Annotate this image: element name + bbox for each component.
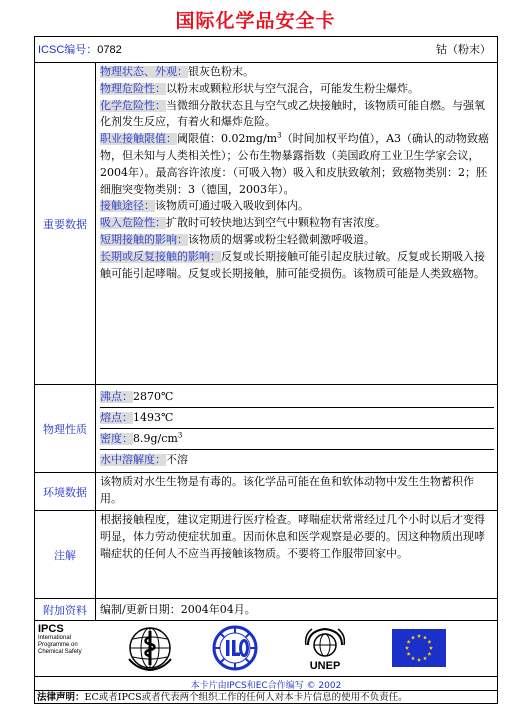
- disclaimer-text: EC或者IPCS或者代表两个组织工作的任何人对本卡片信息的使用不负责任。: [84, 692, 408, 703]
- water-solubility: 水中溶解度：不溶: [100, 453, 188, 466]
- chemical-hazard-item: 化学危险性：当微细分散状态且与空气或乙炔接触时，该物质可能自燃。与强氧化剂发生反应，有着火和爆炸危险。: [100, 98, 485, 129]
- density: 密度：$8.9g/cm^3$: [100, 429, 494, 450]
- notes-text: 根据接触程度，建议定期进行医疗检查。哮喘症状常常经过几个小时以后才变得明显，体力劳动使症状加重。因而休息和医学观察是必要的。因这种物质出现哮喘症状的任何人不应当再接触该物质。不要将工作服带回家中。: [100, 513, 485, 560]
- disclaimer-label: 法律声明：: [37, 692, 85, 703]
- exposure-limit-item: 职业接触限值：阈限值：$0.02mg/m^3$（时间加权平均值），A3（确认的动物致癌物，但未知与人类相关性）；公布生物暴露指数（美国政府工业卫生学家会议，2004年）。最高容许浓度：（可吸入物）吸入和皮肤致敏剂；致癌物类别：2；胚细胞突变物类别：3（德国，2003年）。: [100, 131, 490, 196]
- physical-hazard-item: 物理危险性：以粉末或颗粒形状与空气混合，可能发生粉尘爆炸。: [100, 81, 419, 95]
- card-title: 国际化学品安全卡: [175, 10, 336, 32]
- unep-label: UNEP: [309, 660, 341, 672]
- icsc-number: [38, 37, 122, 63]
- environmental-data-label: 环境数据: [35, 473, 96, 510]
- physical-state-item: 物理状态、外观：银灰色粉末。: [100, 65, 254, 78]
- important-data-label: 重要数据: [35, 63, 96, 384]
- additional-data-section: [35, 599, 497, 621]
- exposure-route-item: 接触途径：该物质可通过吸入吸收到体内。: [100, 199, 309, 213]
- substance-name: 钴（粉末）: [436, 43, 491, 56]
- melting-point: 熔点：1493℃: [100, 408, 494, 429]
- eu-flag-icon: [392, 629, 446, 667]
- icsc-label: ICSC编号：: [38, 44, 98, 56]
- important-data-content: [97, 63, 497, 283]
- notes-section: [35, 511, 497, 599]
- ipcs-logo-text: IPCS International Programme on Chemical Safety: [38, 623, 82, 655]
- logos-row: [35, 621, 497, 677]
- additional-data-text: 编制/更新日期：2004年04月。: [100, 603, 256, 616]
- physical-properties-section: [35, 385, 497, 473]
- who-logo-icon: [127, 625, 173, 671]
- legal-disclaimer: [35, 690, 497, 704]
- physical-properties-label: 物理性质: [35, 385, 96, 472]
- additional-data-label: 附加资料: [35, 599, 96, 620]
- environmental-data-section: [35, 473, 497, 511]
- boiling-point: 沸点：2870℃: [100, 387, 494, 408]
- short-term-effects-item: 短期接触的影响：该物质的烟雾或粉尘轻微刺激呼吸道。: [100, 232, 375, 246]
- icsc-row: [35, 37, 497, 63]
- physical-properties-content: [97, 385, 497, 471]
- unep-logo-icon: [302, 625, 348, 673]
- safety-card: [34, 36, 498, 704]
- environmental-data-text: 该物质对水生生物是有毒的。该化学品可能在鱼和软体动物中发生生物蓄积作用。: [100, 475, 474, 505]
- icsc-value: 0782: [97, 44, 122, 56]
- notes-label: 注解: [35, 511, 96, 598]
- footer-note: 本卡片由IPCS和EC合作编写 © 2002: [190, 681, 342, 691]
- long-term-effects-item: 长期或反复接触的影响：反复或长期接触可能引起皮肤过敏。反复或长期吸入接触可能引起哮喘。反复或长期接触，肺可能受损伤。该物质可能是人类致癌物。: [100, 249, 485, 280]
- inhalation-risk-item: 吸入危险性：扩散时可较快地达到空气中颗粒物有害浓度。: [100, 216, 386, 230]
- ilo-logo-icon: [212, 625, 258, 671]
- important-data-section: [35, 63, 497, 385]
